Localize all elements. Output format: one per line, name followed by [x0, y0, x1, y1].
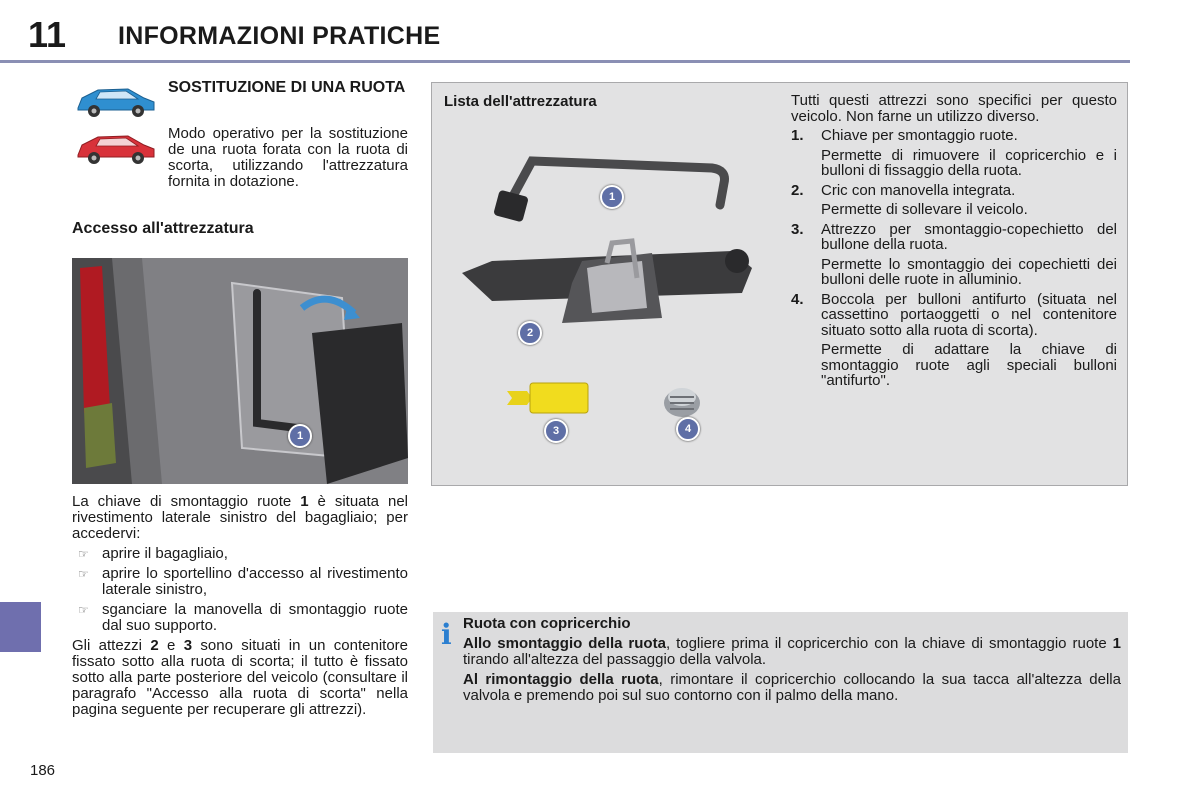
tool-list-text: [791, 93, 1117, 393]
access-paragraph-1: La chiave di smontaggio ruote 1 è situata nel rivestimento laterale sinistro del bagagliaio; per accedervi:: [72, 493, 408, 542]
access-bullet: ☞ sganciare la manovella di smontaggio ruote dal suo supporto.: [78, 601, 408, 634]
trunk-photo: [72, 258, 408, 484]
pointing-hand-icon: ☞: [78, 603, 89, 617]
tool-item-desc: Permette lo smontaggio dei copechietti dei bulloni delle ruote in alluminio.: [821, 255, 1117, 288]
tool-item: 4. Boccola per bulloni antifurto (situata nel cassettino portaoggetti o nel contenitore situato sotto alla ruota di scorta).: [791, 290, 1117, 339]
info-paragraph-2: Al rimontaggio della ruota, rimontare il copricerchio collocando la sua tacca all'altezza della valvola e premendo poi sul suo contorno con il palmo della mano.: [463, 671, 1121, 704]
tool-item: 1. Chiave per smontaggio ruote.: [791, 127, 1018, 144]
access-heading: Accesso all'attrezzatura: [72, 220, 254, 237]
tool-item: 3. Attrezzo per smontaggio-copechietto del bullone della ruota.: [791, 220, 1117, 253]
tool-item-desc: Permette di sollevare il veicolo.: [821, 201, 1028, 218]
tool-badge-2: 2: [518, 321, 542, 345]
tool-badge-3: 3: [544, 419, 568, 443]
info-icon: i: [441, 618, 452, 651]
tool-badge-4: 4: [676, 417, 700, 441]
access-bullet: ☞ aprire lo sportellino d'accesso al rivestimento laterale sinistro,: [78, 565, 408, 598]
chapter-title: INFORMAZIONI PRATICHE: [118, 22, 441, 50]
info-box: [433, 612, 1128, 753]
info-title: Ruota con copricerchio: [463, 615, 631, 632]
info-paragraph-1: Allo smontaggio della ruota, togliere prima il copricerchio con la chiave di smontaggio ruote 1 tirando all'altezza del passaggio della valvola.: [463, 635, 1121, 668]
page-number: 186: [30, 762, 56, 779]
chapter-side-tab: [0, 602, 41, 652]
tool-list-title: Lista dell'attrezzatura: [444, 93, 597, 110]
section-intro: Modo operativo per la sostituzione de una ruota forata con la ruota di scorta, utilizzando l'attrezzatura fornita in dotazione.: [168, 125, 408, 190]
pointing-hand-icon: ☞: [78, 547, 89, 561]
pointing-hand-icon: ☞: [78, 567, 89, 581]
section-title: SOSTITUZIONE DI UNA RUOTA: [168, 79, 406, 96]
tool-badge-1: 1: [600, 185, 624, 209]
access-bullet: ☞ aprire il bagagliaio,: [78, 545, 228, 562]
tool-item: 2. Cric con manovella integrata.: [791, 181, 1016, 199]
access-paragraph-2: Gli attezzi 2 e 3 sono situati in un contenitore fissato sotto alla ruota di scorta; il tutto è fissato sotto alla parte posteriore del veicolo (consultare il paragrafo "Accesso alla ruota di scorta" nella pagina seguente per recuperare gli attrezzi).: [72, 637, 409, 718]
tool-list-intro: Tutti questi attrezzi sono specifici per questo veicolo. Non farne un utilizzo diverso.: [791, 92, 1117, 125]
access-body: [72, 494, 408, 722]
red-car-icon: [72, 127, 158, 169]
info-text: [463, 616, 1121, 708]
tool-item-desc: Permette di adattare la chiave di smontaggio ruote agli speciali bulloni "antifurto".: [821, 341, 1117, 389]
tool-item-desc: Permette di rimuovere il copricerchio e i bulloni di fissaggio della ruota.: [821, 146, 1117, 179]
tool-list-box: [431, 82, 1128, 486]
photo-badge-1: 1: [288, 424, 312, 448]
blue-car-icon: [72, 80, 158, 122]
chapter-number: 11: [28, 14, 67, 55]
header-rule: [0, 60, 1130, 63]
